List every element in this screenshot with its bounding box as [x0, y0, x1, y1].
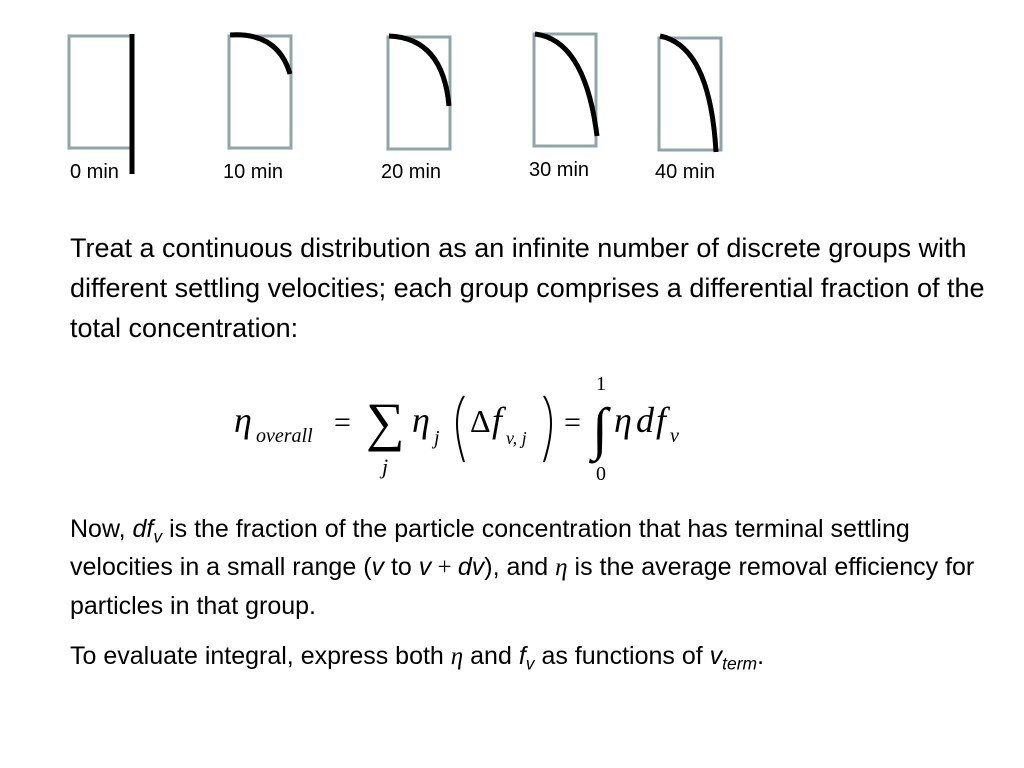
plus-sign: +: [431, 554, 458, 581]
settling-curve: [389, 36, 449, 106]
eta-symbol-inline-2: η: [450, 643, 464, 670]
v-subscript: v: [153, 526, 163, 547]
term-subscript: term: [722, 653, 758, 674]
f-integrand: f: [656, 400, 667, 440]
df-symbol: df: [132, 515, 154, 543]
integral-symbol: ∫: [592, 396, 608, 461]
evaluate-paragraph: [70, 637, 990, 676]
text-and: ), and: [484, 553, 556, 581]
equation-svg: [230, 370, 710, 490]
text-and-2: and: [463, 642, 519, 670]
period: .: [757, 642, 765, 670]
v-variable: v: [371, 553, 385, 581]
column-panel-0min: [68, 28, 148, 156]
left-paren: [457, 396, 464, 462]
panel-label: 40 min: [655, 161, 716, 183]
equals-sign-2: =: [564, 406, 581, 439]
panel-label: 20 min: [381, 161, 442, 183]
column-box: [388, 37, 450, 149]
column-panel-10min: [228, 28, 308, 156]
intro-paragraph: Treat a continuous distribution as an infinite number of discrete groups with different settling velocities; each group comprises a differential fraction of the total concentration:: [70, 233, 985, 343]
integral-upper: 1: [596, 373, 606, 395]
fv-subscript: v: [670, 425, 679, 447]
panel-label: 30 min: [529, 159, 590, 181]
v-subscript-2: v: [525, 653, 535, 674]
eta-j-subscript: j: [434, 427, 440, 449]
integral-lower: 0: [596, 463, 606, 485]
text-to: to: [384, 553, 419, 581]
column-panel-30min: [533, 28, 613, 156]
eta-j-symbol: η: [412, 400, 430, 440]
text-now: Now,: [70, 515, 133, 543]
dv-symbol: dv: [457, 553, 485, 581]
overall-subscript: overall: [256, 425, 313, 447]
equals-sign: =: [334, 406, 351, 439]
settling-curve: [660, 36, 716, 152]
column-diagram: [228, 28, 308, 156]
panel-label: 10 min: [223, 161, 284, 183]
text-efficiency-description: is the average removal efficiency for particles in that group.: [70, 553, 975, 620]
definition-paragraph: [70, 510, 990, 625]
d-symbol: d: [636, 400, 654, 440]
delta-symbol: Δ: [470, 403, 491, 439]
text-functions-of: as functions of: [534, 642, 710, 670]
panel-label: 0 min: [70, 161, 119, 183]
v-variable-2: v: [418, 553, 432, 581]
settling-curve: [230, 35, 290, 74]
sum-symbol: ∑: [366, 392, 405, 452]
column-box: [69, 36, 131, 148]
column-diagram: [68, 28, 148, 156]
eta-integrand: η: [614, 400, 632, 440]
text-evaluate: To evaluate integral, express both: [70, 642, 451, 670]
right-paren: [544, 396, 551, 462]
column-panel-20min: [387, 28, 467, 156]
column-diagram: [533, 28, 613, 156]
f-subscript: v, j: [506, 428, 527, 448]
sum-index: j: [382, 454, 389, 479]
eta-symbol-inline: η: [555, 554, 568, 581]
settling-curve: [535, 34, 597, 136]
f-symbol: f: [492, 400, 503, 440]
column-diagram: [387, 28, 467, 156]
v-term-symbol: v: [709, 642, 723, 670]
eta-symbol: η: [234, 400, 252, 440]
column-diagram: [658, 28, 738, 156]
efficiency-equation: [230, 370, 710, 490]
column-panel-40min: [658, 28, 738, 156]
text-fraction-description: is the fraction of the particle concentration that has terminal settling velocities in a small range (: [70, 515, 910, 581]
f-symbol-inline: f: [518, 642, 526, 670]
